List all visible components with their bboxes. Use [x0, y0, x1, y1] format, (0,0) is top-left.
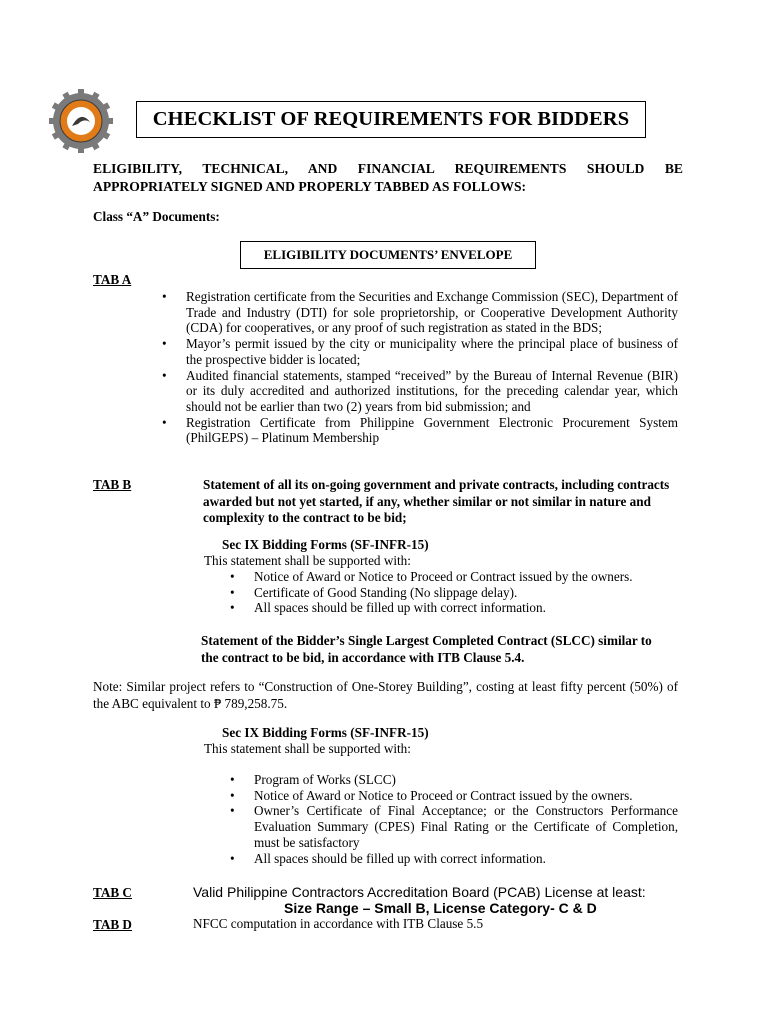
list-item: • Certificate of Good Standing (No slippage delay). [230, 584, 518, 600]
class-a-label: Class “A” Documents: [93, 209, 220, 224]
tab-c-size-range: Size Range – Small B, License Category- C & D [284, 900, 597, 916]
list-item: • Registration certificate from the Securities and Exchange Commission (SEC), Department of Trade and Industry (DTI) for sole proprietorship, or Cooperative Development Authority (CDA) for cooperatives, or any proof of such registration as stated in the BDS; [162, 289, 678, 336]
list-item: • All spaces should be filled up with correct information. [230, 600, 546, 616]
tab-c-text: Valid Philippine Contractors Accreditation Board (PCAB) License at least: [193, 884, 646, 900]
organization-seal-logo [48, 88, 114, 154]
bidding-form-ref: Sec IX Bidding Forms (SF-INFR-15) [222, 537, 429, 552]
list-item: • Notice of Award or Notice to Proceed or Contract issued by the owners. [230, 569, 633, 584]
bullet-icon: • [230, 569, 235, 584]
bullet-icon: • [230, 584, 235, 600]
tab-d-label: TAB D [93, 917, 132, 932]
list-item: • All spaces should be filled up with correct information. [230, 850, 546, 866]
envelope-box [240, 241, 536, 269]
bullet-icon: • [162, 367, 167, 383]
bullet-icon: • [230, 787, 235, 803]
tab-b-support-list [230, 569, 684, 616]
list-item: • Audited financial statements, stamped “received” by the Bureau of Internal Revenue (BIR) or its duly accredited and authorized institutions, for the preceding calendar year, which should not be earlier than two (2) years from bid submission; and [162, 367, 678, 414]
note-text: Note: Similar project refers to “Construction of One-Storey Building”, costing at least fifty percent (50%) of the ABC equivalent to ₱ 789,258.75. [93, 679, 678, 711]
tab-b-label: TAB B [93, 477, 132, 492]
tab-c-label: TAB C [93, 885, 132, 900]
tab-a-label: TAB A [93, 272, 132, 287]
bullet-icon: • [162, 289, 167, 304]
bullet-icon: • [162, 414, 167, 430]
bullet-icon: • [230, 803, 235, 819]
list-item: • Program of Works (SLCC) [230, 772, 396, 787]
bullet-icon: • [230, 600, 235, 616]
bidding-form-ref: Sec IX Bidding Forms (SF-INFR-15) [222, 725, 429, 740]
list-item: • Registration Certificate from Philippine Government Electronic Procurement System (PhilGEPS) – Platinum Membership [162, 414, 678, 446]
bullet-icon: • [230, 772, 235, 787]
list-item: • Owner’s Certificate of Final Acceptance; or the Constructors Performance Evaluation Summary (CPES) Final Rating or the Certificate of Completion, must be satisfactory [230, 803, 678, 850]
title-box [136, 101, 646, 138]
slcc-support-list [230, 772, 678, 866]
list-item: • Notice of Award or Notice to Proceed or Contract issued by the owners. [230, 787, 633, 803]
envelope-label: ELIGIBILITY DOCUMENTS’ ENVELOPE [263, 247, 513, 262]
bullet-icon: • [162, 336, 167, 352]
slcc-statement: Statement of the Bidder’s Single Largest Completed Contract (SLCC) similar to the contract to be bid, in accordance with ITB Clause 5.4. [201, 633, 652, 665]
support-text: This statement shall be supported with: [204, 553, 411, 568]
section-heading: ELIGIBILITY, TECHNICAL, AND FINANCIAL REQUIREMENTS SHOULD BE APPROPRIATELY SIGNED AND PROPERLY TABBED AS FOLLOWS: [93, 161, 683, 194]
list-item: • Mayor’s permit issued by the city or municipality where the principal place of business of the prospective bidder is located; [162, 336, 678, 367]
bullet-icon: • [230, 850, 235, 866]
page-title: CHECKLIST OF REQUIREMENTS FOR BIDDERS [152, 108, 630, 130]
support-text: This statement shall be supported with: [204, 741, 411, 756]
tab-b-statement: Statement of all its on-going government and private contracts, including contracts awarded but not yet started, if any, whether similar or not similar in nature and complexity to the contract to be bid; [203, 477, 670, 525]
tab-a-list [162, 289, 678, 446]
tab-d-text: NFCC computation in accordance with ITB Clause 5.5 [193, 916, 484, 931]
